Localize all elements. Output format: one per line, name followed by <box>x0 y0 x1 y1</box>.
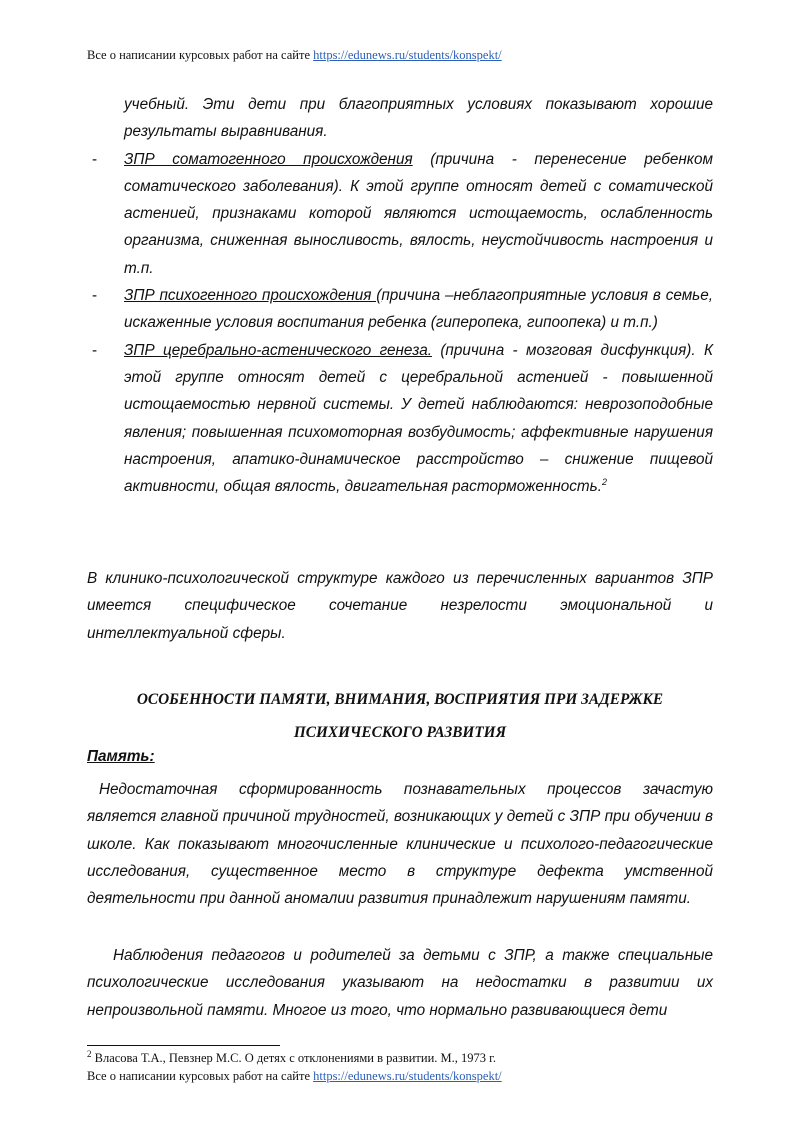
list-item-term: ЗПР церебрально-астенического генеза. <box>124 341 432 359</box>
list-item <box>87 282 713 337</box>
footnote-reference[interactable]: 2 <box>601 477 607 488</box>
heading-line-2: ПСИХИЧЕСКОГО РАЗВИТИЯ <box>293 724 507 741</box>
section-heading <box>87 683 713 749</box>
footnote-separator <box>87 1045 280 1046</box>
header-text: Все о написании курсовых работ на сайте <box>87 48 314 62</box>
list-item <box>87 337 713 501</box>
header-link[interactable]: https://edunews.ru/students/konspekt/ <box>313 48 502 62</box>
list-dash: - <box>92 150 98 168</box>
list-item-term: ЗПР соматогенного происхождения <box>124 150 413 168</box>
list-item-text: (причина - мозговая дисфункция). К этой группе относят детей с церебральной астенией - повышенной истощаемостью нервной системы. У детей наблюдаются: неврозоподобные явления; повышенная психомоторная возбудимость; аффективные нарушения настроения, апатико-динамическое расстройство – снижение пищевой активности, общая вялость, двигательная расторможенность. <box>124 341 713 496</box>
page-footer <box>87 1069 502 1084</box>
footer-link[interactable]: https://edunews.ru/students/konspekt/ <box>313 1069 502 1083</box>
zpr-variants-list <box>87 91 713 500</box>
memory-paragraph-2: Наблюдения педагогов и родителей за детьми с ЗПР, а также специальные психологические исследования указывают на недостатки в развитии их непроизвольной памяти. Многое из того, что нормально развивающиеся дети <box>87 947 713 1019</box>
list-dash: - <box>92 341 98 359</box>
footnote-text: Власова Т.А., Певзнер М.С. О детях с отклонениями в развитии. М., 1973 г. <box>91 1051 496 1065</box>
memory-paragraph-1: Недостаточная сформированность познавательных процессов зачастую является главной причиной трудностей, возникающих у детей с ЗПР при обучении в школе. Как показывают многочисленные клинические и психолого-педагогические исследования, существенное место в структуре дефекта умственной деятельности при данной аномалии развития принадлежит нарушениям памяти. <box>87 781 713 908</box>
memory-subheading: Память: <box>87 748 155 765</box>
list-item-term: ЗПР психогенного происхождения ( <box>124 287 382 305</box>
list-continuation <box>87 91 713 146</box>
footer-text: Все о написании курсовых работ на сайте <box>87 1069 314 1083</box>
footnote <box>87 1048 496 1066</box>
page-header <box>87 48 502 63</box>
list-dash: - <box>92 287 98 305</box>
heading-line-1: ОСОБЕННОСТИ ПАМЯТИ, ВНИМАНИЯ, ВОСПРИЯТИЯ ПРИ ЗАДЕРЖКЕ <box>136 691 664 708</box>
list-item-text: (причина - перенесение ребенком соматического заболевания). К этой группе относят детей с соматической астенией, признаками которой являются истощаемость, ослабленность организма, сниженная выносливость, вялость, неустойчивость настроения и т.п. <box>124 150 713 277</box>
footnote-number: 2 <box>87 1048 92 1059</box>
list-item-text: причина –неблагоприятные условия в семье, искаженные условия воспитания ребенка (гиперопека, гипоопека) и т.п.) <box>124 287 713 332</box>
continuation-text: учебный. Эти дети при благоприятных условиях показывают хорошие результаты выравнивания. <box>124 96 713 141</box>
list-item <box>87 146 713 282</box>
summary-paragraph: В клинико-психологической структуре каждого из перечисленных вариантов ЗПР имеется специфическое сочетание незрелости эмоциональной и интеллектуальной сферы. <box>87 570 713 642</box>
